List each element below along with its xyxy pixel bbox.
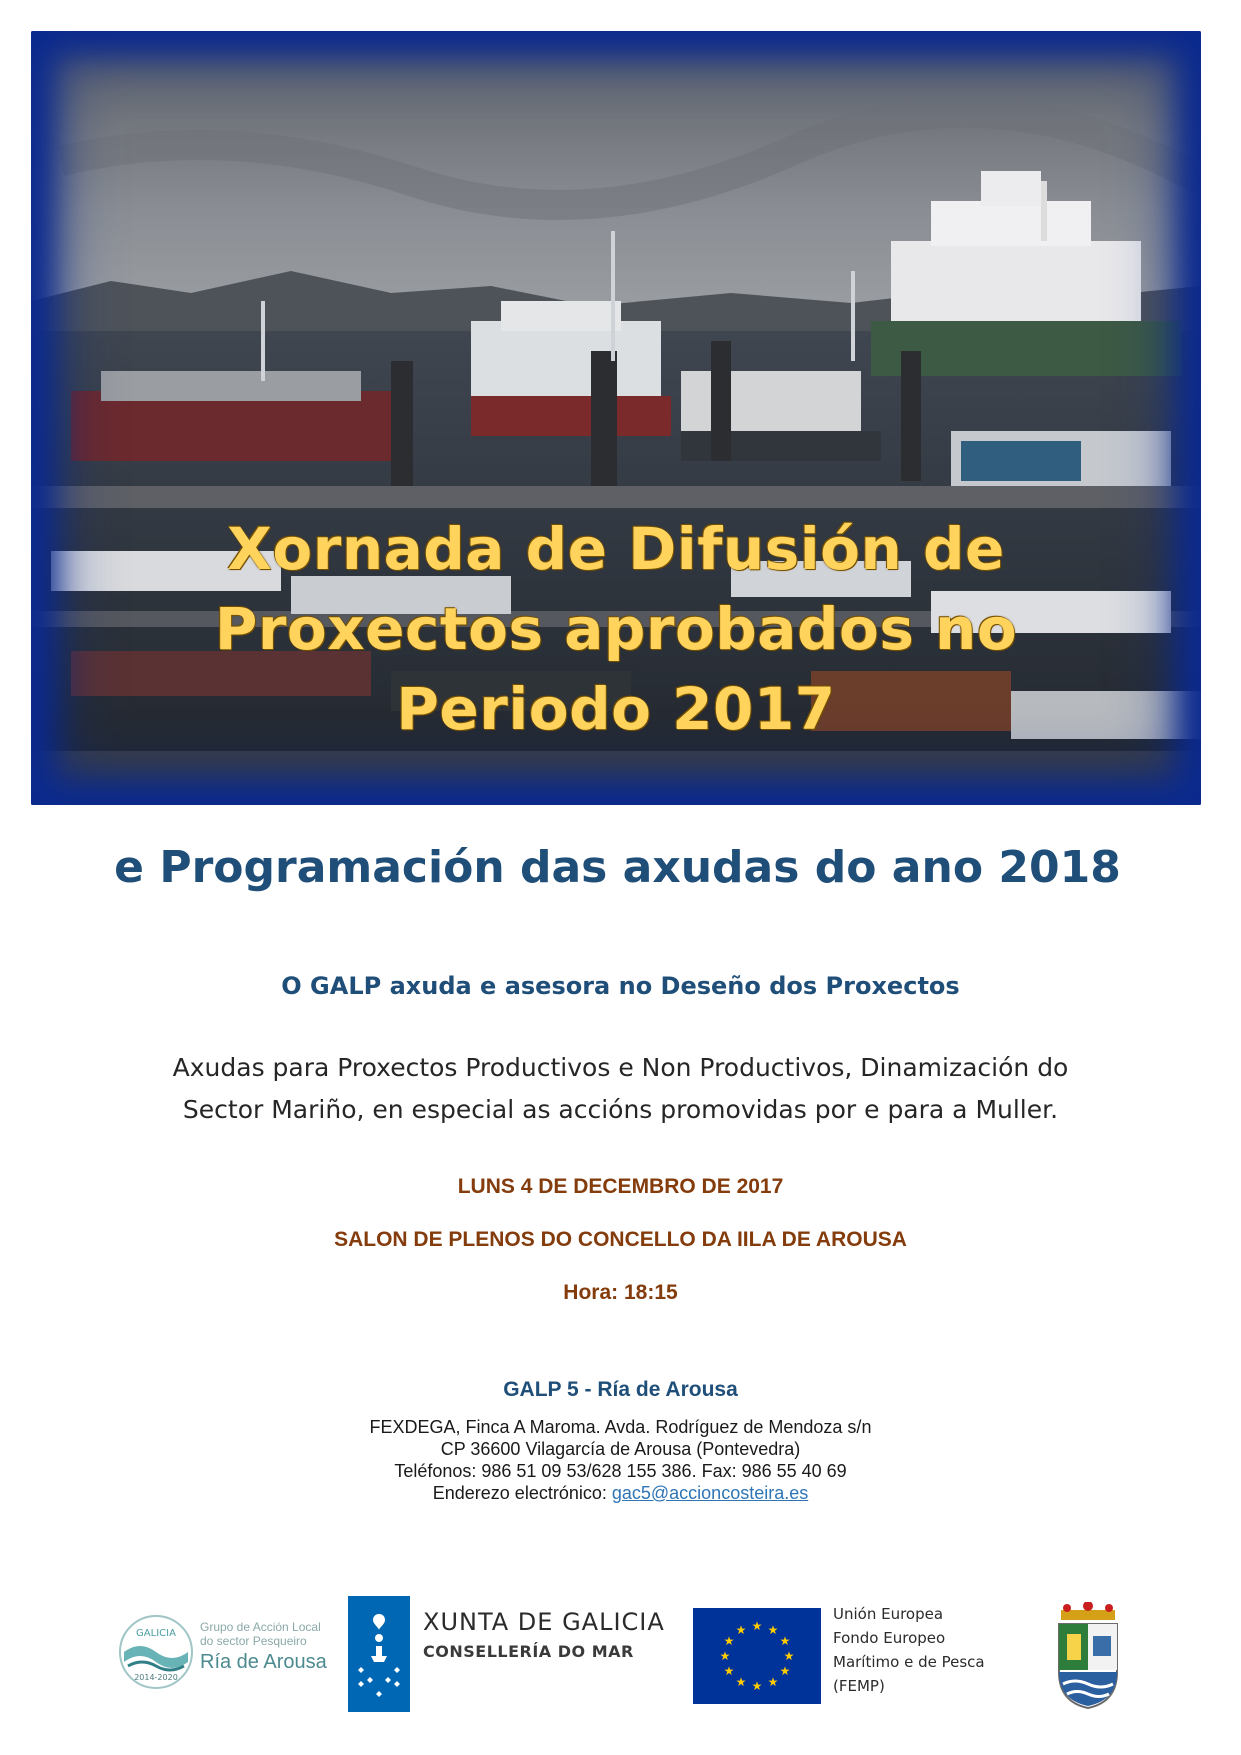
eu-text: [833, 1602, 985, 1698]
event-venue: SALON DE PLENOS DO CONCELLO DA IILA DE AROUSA: [334, 1228, 907, 1251]
municipal-coat-of-arms-icon: [1053, 1602, 1123, 1712]
hero-banner: [31, 31, 1201, 805]
galp-logo-line: Ría de Arousa: [200, 1651, 327, 1673]
eu-femp-logo: [693, 1600, 1013, 1720]
galp-badge-icon: [118, 1614, 194, 1690]
galp-logo-text: [200, 1620, 340, 1674]
galp-badge-top-text: GALICIA: [136, 1628, 176, 1639]
eu-flag-icon: [693, 1608, 821, 1704]
eu-line: Unión Europea: [833, 1605, 944, 1623]
galp-logo-line: Grupo de Acción Local: [200, 1620, 321, 1634]
xunta-name: XUNTA DE GALICIA: [423, 1608, 665, 1636]
svg-text:★: ★: [719, 1649, 731, 1663]
address-line: FEXDEGA, Finca A Maroma. Avda. Rodríguez de Mendoza s/n: [369, 1417, 872, 1437]
hero-title: [31, 509, 1201, 749]
email-label: Enderezo electrónico:: [432, 1483, 612, 1503]
svg-text:★: ★: [779, 1664, 791, 1678]
svg-text:★: ★: [735, 1675, 747, 1689]
galp-badge-bottom-text: 2014-2020: [134, 1673, 178, 1682]
xunta-department: CONSELLERÍA DO MAR: [423, 1642, 634, 1661]
xunta-logo: [348, 1596, 668, 1712]
xunta-text: [423, 1608, 665, 1661]
address-line: CP 36600 Vilagarcía de Arousa (Pontevedra): [440, 1439, 801, 1459]
event-date: LUNS 4 DE DECEMBRO DE 2017: [457, 1175, 784, 1198]
galp-logo-line: do sector Pesqueiro: [200, 1634, 307, 1648]
eu-line: (FEMP): [833, 1677, 885, 1695]
hero-title-line: Xornada de Difusión de: [227, 515, 1005, 583]
svg-text:★: ★: [751, 1679, 763, 1693]
sponsor-logos: [0, 1590, 1241, 1725]
organizer-name: GALP 5 - Ría de Arousa: [503, 1378, 738, 1401]
galp-logo: [118, 1610, 348, 1700]
galicia-flag-emblem-icon: [348, 1596, 410, 1712]
description-line: Axudas para Proxectos Productivos e Non Productivos, Dinamización do: [172, 1053, 1069, 1082]
svg-text:★: ★: [783, 1649, 795, 1663]
svg-text:★: ★: [767, 1675, 779, 1689]
svg-text:★: ★: [723, 1664, 735, 1678]
svg-text:★: ★: [779, 1634, 791, 1648]
hero-title-line: Proxectos aprobados no: [214, 595, 1018, 663]
svg-text:★: ★: [735, 1623, 747, 1637]
svg-text:★: ★: [767, 1623, 779, 1637]
svg-text:★: ★: [751, 1619, 763, 1633]
description: [0, 1047, 1241, 1131]
svg-text:★: ★: [723, 1634, 735, 1648]
subtitle: e Programación das axudas do ano 2018: [114, 842, 1121, 893]
eu-line: Marítimo e de Pesca: [833, 1653, 985, 1671]
hero-title-line: Periodo 2017: [396, 675, 836, 743]
eu-line: Fondo Europeo: [833, 1629, 946, 1647]
organizer-contact: [0, 1416, 1241, 1504]
phone-line: Teléfonos: 986 51 09 53/628 155 386. Fax: 986 55 40 69: [394, 1461, 847, 1481]
email-line: [0, 1482, 1241, 1504]
description-line: Sector Mariño, en especial as accións promovidas por e para a Muller.: [182, 1095, 1059, 1124]
email-link[interactable]: gac5@accioncosteira.es: [611, 1483, 809, 1503]
tagline: O GALP axuda e asesora no Deseño dos Proxectos: [281, 972, 960, 1000]
event-time: Hora: 18:15: [563, 1281, 678, 1304]
